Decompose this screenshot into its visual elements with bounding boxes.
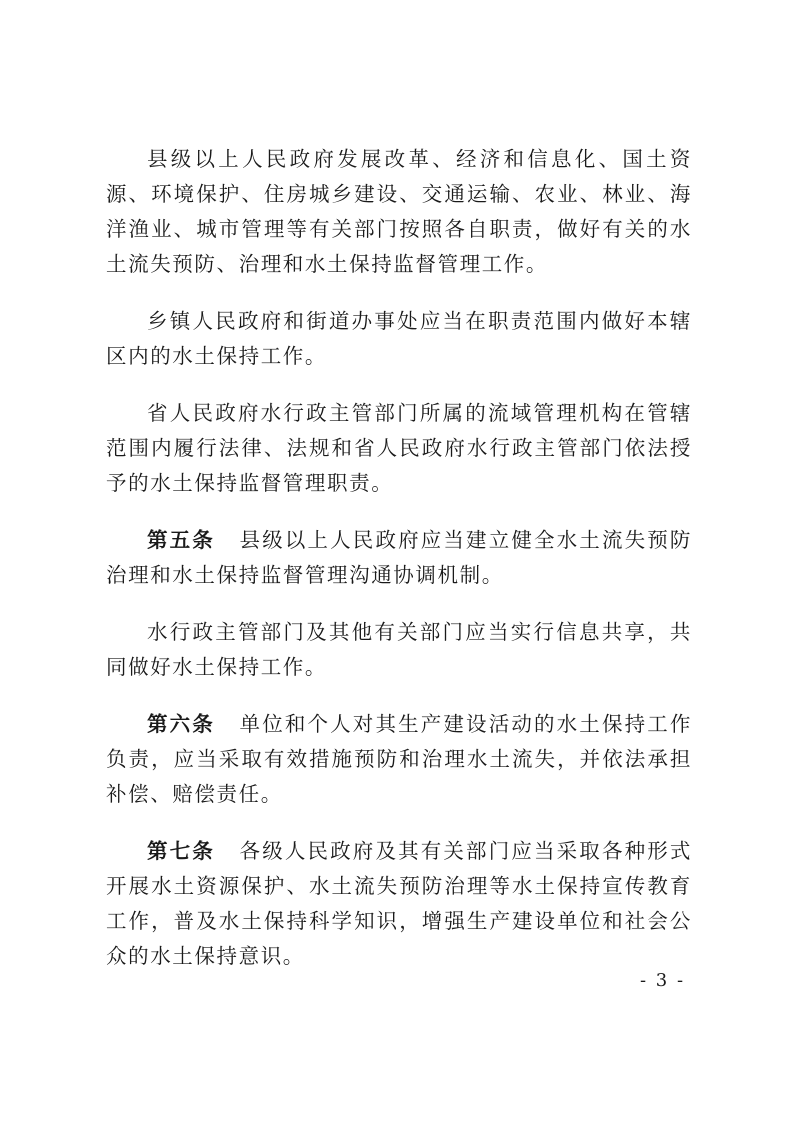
paragraph-text: 乡镇人民政府和街道办事处应当在职责范围内做好本辖区内的水土保持工作。 (106, 309, 692, 368)
paragraph-text: 县级以上人民政府应当建立健全水土流失预防治理和水土保持监督管理沟通协调机制。 (106, 528, 692, 587)
article-heading: 第七条 (147, 839, 215, 863)
article-paragraph (106, 834, 692, 974)
paragraph-text: 县级以上人民政府发展改革、经济和信息化、国土资源、环境保护、住房城乡建设、交通运输、农业、林业、海洋渔业、城市管理等有关部门按照各自职责，做好有关的水土流失预防、治理和水土保持监督管理工作。 (106, 147, 692, 276)
paragraph-text: 各级人民政府及其有关部门应当采取各种形式开展水土资源保护、水土流失预防治理等水土保持宣传教育工作，普及水土保持科学知识，增强生产建设单位和社会公众的水土保持意识。 (106, 839, 692, 968)
paragraph (106, 304, 692, 374)
paragraph-text: 单位和个人对其生产建设活动的水土保持工作负责，应当采取有效措施预防和治理水土流失，并依法承担补偿、赔偿责任。 (106, 712, 692, 806)
page-number: - 3 - (640, 970, 686, 991)
article-heading: 第五条 (147, 528, 215, 552)
paragraph-text: 水行政主管部门及其他有关部门应当实行信息共享，共同做好水土保持工作。 (106, 620, 692, 679)
article-paragraph (106, 707, 692, 812)
document-body (106, 142, 692, 996)
article-heading: 第六条 (147, 712, 215, 736)
paragraph (106, 615, 692, 685)
article-paragraph (106, 523, 692, 593)
paragraph (106, 396, 692, 501)
paragraph-text: 省人民政府水行政主管部门所属的流域管理机构在管辖范围内履行法律、法规和省人民政府水行政主管部门依法授予的水土保持监督管理职责。 (106, 401, 692, 495)
paragraph (106, 142, 692, 282)
